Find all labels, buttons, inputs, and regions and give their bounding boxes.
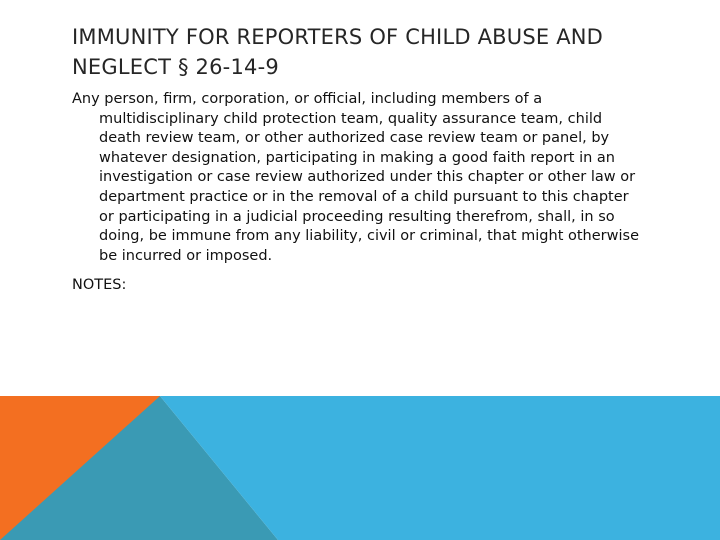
slide-title: IMMUNITY FOR REPORTERS OF CHILD ABUSE AND NEGLECT § 26-14-9 [72,25,604,79]
slide-body [72,90,644,296]
decorative-footer-shapes [0,396,720,540]
notes-label: NOTES: [72,277,127,294]
statute-paragraph: Any person, firm, corporation, or official, including members of a multidisciplinary child protection team, quality assurance team, child death review team, or other authorized case review team or panel, by whatever designation, participating in making a good faith report in an investigation or case review authorized under this chapter or other law or department practice or in the removal of a child pursuant to this chapter or participating in a judicial proceeding resulting therefrom, shall, in so doing, be immune from any liability, civil or criminal, that might otherwise be incurred or imposed. [72,91,639,264]
